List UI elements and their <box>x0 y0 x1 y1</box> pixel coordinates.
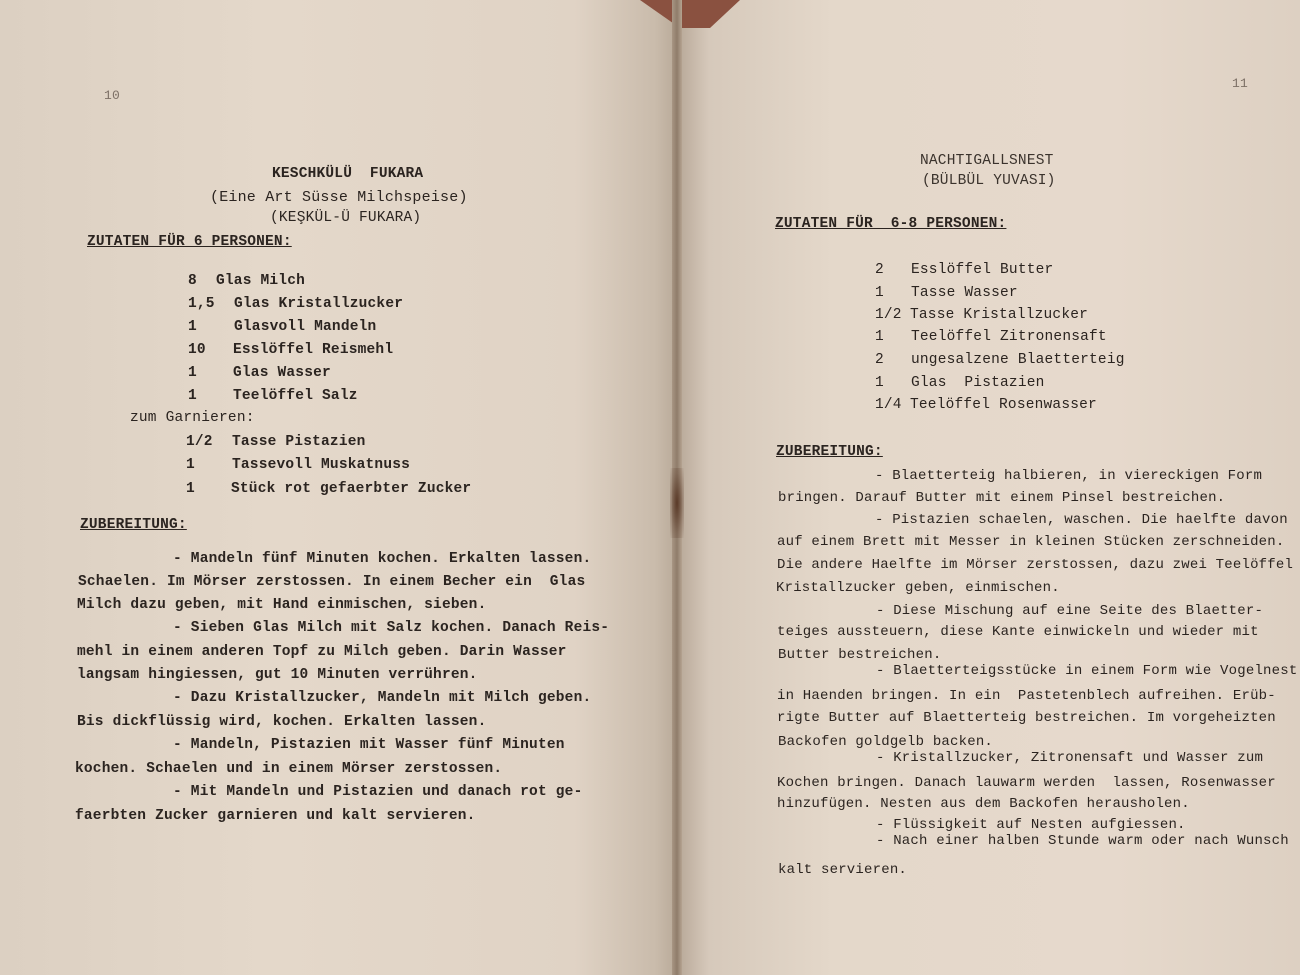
ingredients-heading-left: ZUTATEN FÜR 6 PERSONEN: <box>87 234 292 250</box>
ingredient-qty: 1 <box>875 285 884 301</box>
preparation-line: Schaelen. Im Mörser zerstossen. In einem Becher ein Glas <box>78 574 586 590</box>
page-number-left: 10 <box>104 88 121 103</box>
preparation-line: teiges aussteuern, diese Kante einwickeln und wieder mit <box>777 624 1259 640</box>
ingredient-item: Glasvoll Mandeln <box>234 319 377 335</box>
ingredient-qty: 1,5 <box>188 296 215 312</box>
preparation-line: kochen. Schaelen und in einem Mörser zerstossen. <box>75 761 503 777</box>
garnish-heading-left: zum Garnieren: <box>130 410 255 426</box>
ingredient-qty: 1 <box>188 365 197 381</box>
preparation-line: Die andere Haelfte im Mörser zerstossen, dazu zwei Teelöffel <box>777 557 1294 573</box>
ingredient-item: Glas Pistazien <box>911 375 1045 391</box>
preparation-line: in Haenden bringen. In ein Pastetenblech aufreihen. Erüb- <box>777 688 1276 704</box>
ingredient-item: Glas Kristallzucker <box>234 296 404 312</box>
ingredient-item: Esslöffel Butter <box>911 262 1054 278</box>
ingredient-qty: 2 <box>875 262 884 278</box>
garnish-qty: 1 <box>186 457 195 473</box>
recipe-title-right: NACHTIGALLSNEST <box>920 153 1054 169</box>
ingredient-item: Tasse Wasser <box>911 285 1018 301</box>
preparation-line: Kochen bringen. Danach lauwarm werden lassen, Rosenwasser <box>777 775 1276 791</box>
preparation-line: auf einem Brett mit Messer in kleinen Stücken zerschneiden. <box>777 534 1285 550</box>
recipe-alt-name-left: (KEŞKÜL-Ü FUKARA) <box>270 210 422 226</box>
ingredient-qty: 1 <box>188 388 197 404</box>
ingredient-qty: 1 <box>875 329 884 345</box>
preparation-line: Backofen goldgelb backen. <box>778 734 994 750</box>
preparation-line: - Blaetterteig halbieren, in viereckigen Form <box>875 468 1263 484</box>
preparation-line: Milch dazu geben, mit Hand einmischen, sieben. <box>77 597 487 613</box>
ingredients-heading-right: ZUTATEN FÜR 6-8 PERSONEN: <box>775 216 1007 232</box>
garnish-qty: 1/2 <box>186 434 213 450</box>
preparation-line: - Diese Mischung auf eine Seite des Blaetter- <box>876 603 1264 619</box>
garnish-qty: 1 <box>186 481 195 497</box>
preparation-line: - Sieben Glas Milch mit Salz kochen. Danach Reis- <box>173 620 610 636</box>
preparation-heading-left: ZUBEREITUNG: <box>80 517 187 533</box>
preparation-line: bringen. Darauf Butter mit einem Pinsel bestreichen. <box>778 490 1226 506</box>
ingredient-qty: 8 <box>188 273 197 289</box>
ingredient-item: Glas Milch <box>216 273 306 289</box>
recipe-alt-name-right: (BÜLBÜL YUVASI) <box>922 173 1056 189</box>
preparation-line: mehl in einem anderen Topf zu Milch geben. Darin Wasser <box>77 644 567 660</box>
preparation-heading-right: ZUBEREITUNG: <box>776 444 883 460</box>
ingredient-qty: 1 <box>188 319 197 335</box>
preparation-line: - Pistazien schaelen, waschen. Die haelfte davon <box>875 512 1288 528</box>
ingredient-qty: 1/2 <box>875 307 902 323</box>
ingredient-qty: 2 <box>875 352 884 368</box>
preparation-line: Butter bestreichen. <box>778 647 942 663</box>
gutter-stain <box>670 468 684 538</box>
preparation-line: - Flüssigkeit auf Nesten aufgiessen. <box>876 817 1186 833</box>
ingredient-item: Tasse Kristallzucker <box>910 307 1089 323</box>
garnish-item: Tassevoll Muskatnuss <box>232 457 411 473</box>
ingredient-item: Glas Wasser <box>233 365 331 381</box>
preparation-line: langsam hingiessen, gut 10 Minuten verrühren. <box>77 667 478 683</box>
ingredient-item: Teelöffel Zitronensaft <box>911 329 1107 345</box>
preparation-line: - Mandeln fünf Minuten kochen. Erkalten lassen. <box>173 551 592 567</box>
garnish-item: Tasse Pistazien <box>232 434 366 450</box>
ingredient-item: Teelöffel Rosenwasser <box>910 397 1097 413</box>
preparation-line: - Mit Mandeln und Pistazien und danach rot ge- <box>173 784 583 800</box>
preparation-line: - Mandeln, Pistazien mit Wasser fünf Minuten <box>173 737 565 753</box>
preparation-line: - Dazu Kristallzucker, Mandeln mit Milch geben. <box>173 690 592 706</box>
preparation-line: - Nach einer halben Stunde warm oder nach Wunsch <box>876 833 1289 849</box>
preparation-line: rigte Butter auf Blaetterteig bestreichen. Im vorgeheizten <box>777 710 1276 726</box>
ingredient-item: ungesalzene Blaetterteig <box>911 352 1125 368</box>
preparation-line: hinzufügen. Nesten aus dem Backofen herausholen. <box>777 796 1190 812</box>
ingredient-item: Teelöffel Salz <box>233 388 358 404</box>
preparation-line: Kristallzucker geben, einmischen. <box>776 580 1060 596</box>
recipe-title-left: KESCHKÜLÜ FUKARA <box>272 166 424 182</box>
recipe-subtitle-left: (Eine Art Süsse Milchspeise) <box>210 189 468 206</box>
ingredient-qty: 10 <box>188 342 206 358</box>
ingredient-qty: 1 <box>875 375 884 391</box>
ingredient-qty: 1/4 <box>875 397 902 413</box>
preparation-line: kalt servieren. <box>778 862 908 878</box>
preparation-line: - Kristallzucker, Zitronensaft und Wasser zum <box>876 750 1264 766</box>
preparation-line: - Blaetterteigsstücke in einem Form wie Vogelnest <box>876 663 1298 679</box>
page-number-right: 11 <box>1232 76 1249 91</box>
ingredient-item: Esslöffel Reismehl <box>233 342 394 358</box>
preparation-line: Bis dickflüssig wird, kochen. Erkalten lassen. <box>77 714 487 730</box>
preparation-line: faerbten Zucker garnieren und kalt servieren. <box>75 808 476 824</box>
garnish-item: Stück rot gefaerbter Zucker <box>231 481 472 497</box>
